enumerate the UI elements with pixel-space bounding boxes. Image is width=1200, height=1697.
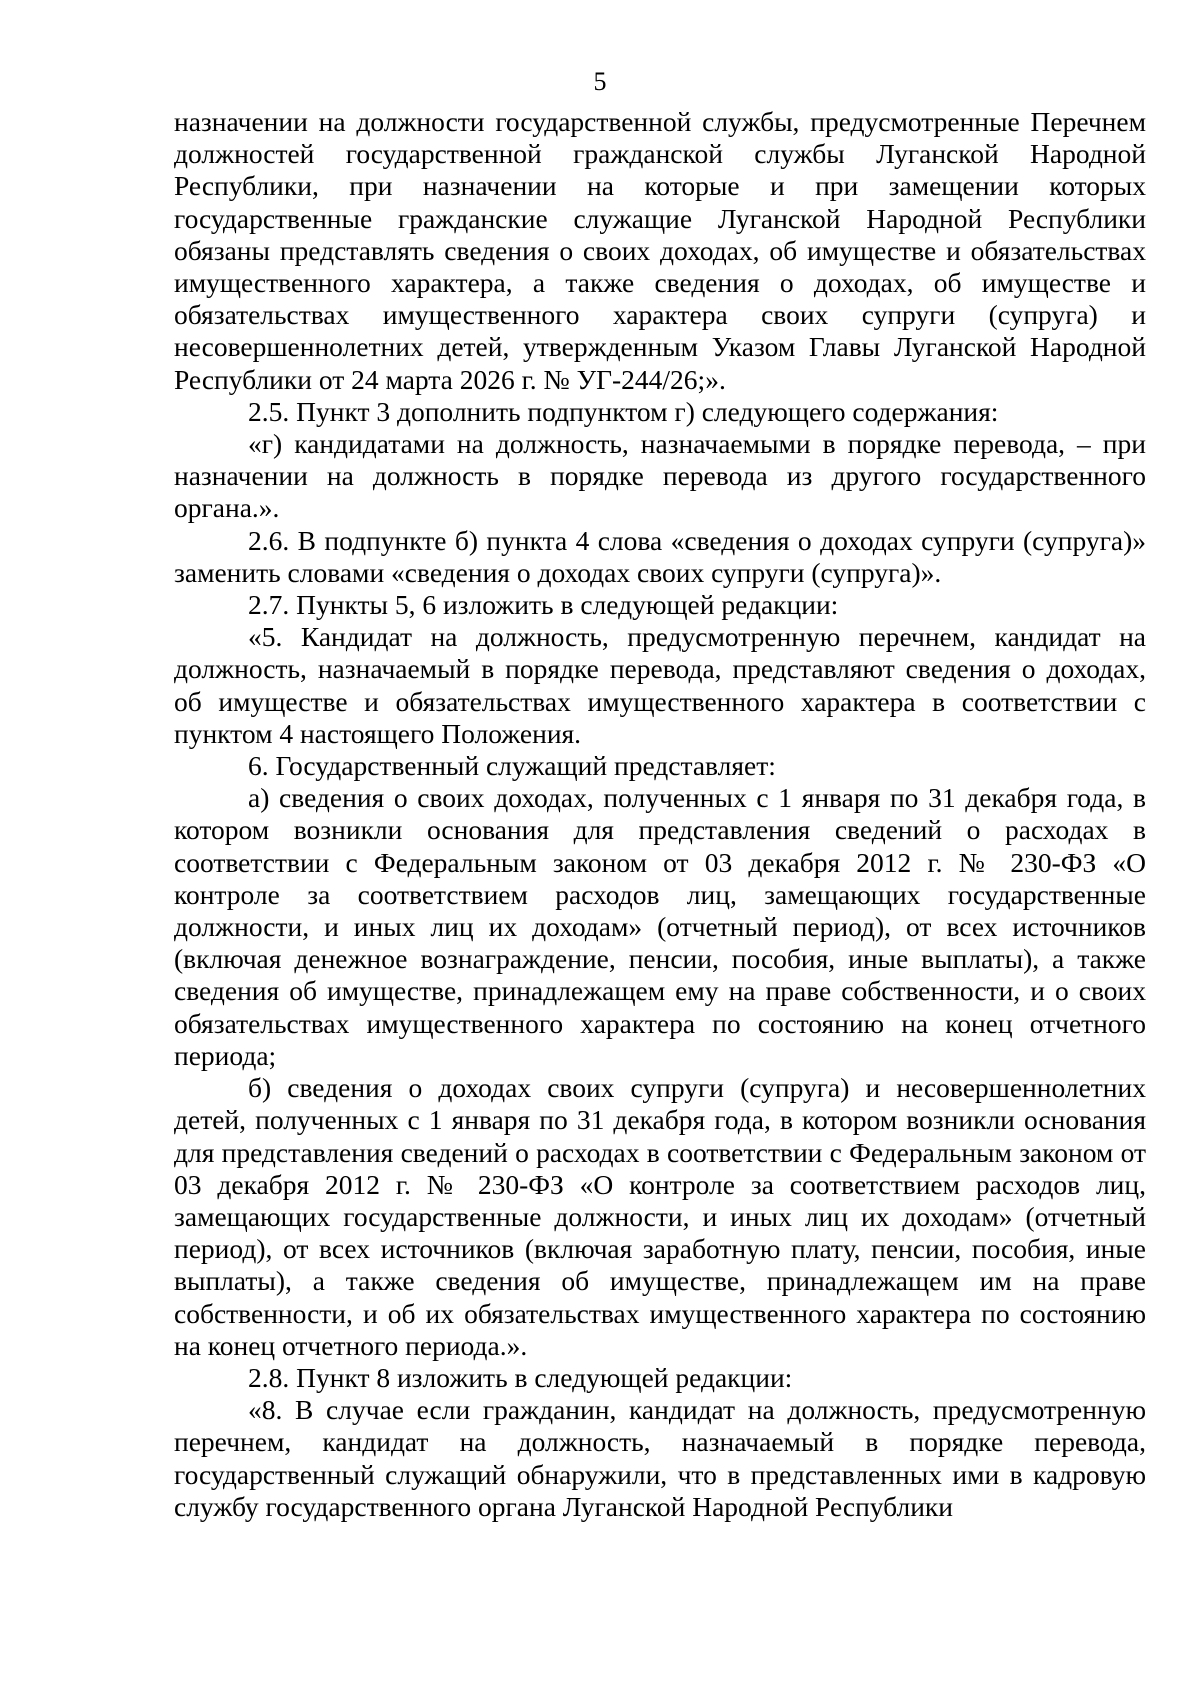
paragraph-continuation: назначении на должности государственной службы, предусмотренные Перечнем должностей государственной гражданской службы Луганской Народной Республики, при назначении на которые и при замещении которых государственные гражданские служащие Луганской Народной Республики обязаны представлять сведения о своих доходах, об имуществе и обязательствах имущественного характера, а также сведения о доходах, об имуществе и обязательствах имущественного характера своих супруги (супруга) и несовершеннолетних детей, утвержденным Указом Главы Луганской Народной Республики от 24 марта 2026 г. № УГ-244/26;». [174, 106, 1146, 395]
paragraph-2-5: 2.5. Пункт 3 дополнить подпунктом г) следующего содержания: [248, 395, 999, 427]
paragraph-2-8: 2.8. Пункт 8 изложить в следующей редакции: [248, 1361, 793, 1393]
paragraph-point-5: «5. Кандидат на должность, предусмотренную перечнем, кандидат на должность, назначаемый в порядке перевода, представляют сведения о доходах, об имуществе и обязательствах имущественного характера в соответствии с пунктом 4 настоящего Положения. [174, 621, 1146, 749]
document-body [174, 106, 1146, 1523]
paragraph-2-7: 2.7. Пункты 5, 6 изложить в следующей редакции: [248, 589, 839, 621]
paragraph-2-6: 2.6. В подпункте б) пункта 4 слова «сведения о доходах супруги (супруга)» заменить словами «сведения о доходах своих супруги (супруга)». [174, 524, 1146, 588]
paragraph-point-6: 6. Государственный служащий представляет: [248, 750, 776, 782]
paragraph-point-8: «8. В случае если гражданин, кандидат на должность, предусмотренную перечнем, кандидат на должность, назначаемый в порядке перевода, государственный служащий обнаружили, что в представленных ими в кадровую службу государственного органа Луганской Народной Республики [174, 1394, 1146, 1522]
paragraph-subpoint-g: «г) кандидатами на должность, назначаемыми в порядке перевода, – при назначении на должность в порядке перевода из другого государственного органа.». [174, 428, 1146, 524]
page-number: 5 [593, 67, 607, 96]
paragraph-subpoint-b: б) сведения о доходах своих супруги (супруга) и несовершеннолетних детей, полученных с 1 января по 31 декабря года, в котором возникли основания для представления сведений о расходах в соответствии с Федеральным законом от 03 декабря 2012 г. № 230-ФЗ «О контроле за соответствием расходов лиц, замещающих государственные должности, и иных лиц их доходам» (отчетный период), от всех источников (включая заработную плату, пенсии, пособия, иные выплаты), а также сведения об имуществе, принадлежащем им на праве собственности, и об их обязательствах имущественного характера по состоянию на конец отчетного периода.». [174, 1072, 1146, 1361]
paragraph-subpoint-a: а) сведения о своих доходах, полученных с 1 января по 31 декабря года, в котором возникли основания для представления сведений о расходах в соответствии с Федеральным законом от 03 декабря 2012 г. № 230-ФЗ «О контроле за соответствием расходов лиц, замещающих государственные должности, и иных лиц их доходам» (отчетный период), от всех источников (включая денежное вознаграждение, пенсии, пособия, иные выплаты), а также сведения об имуществе, принадлежащем ему на праве собственности, и о своих обязательствах имущественного характера по состоянию на конец отчетного периода; [174, 782, 1146, 1071]
